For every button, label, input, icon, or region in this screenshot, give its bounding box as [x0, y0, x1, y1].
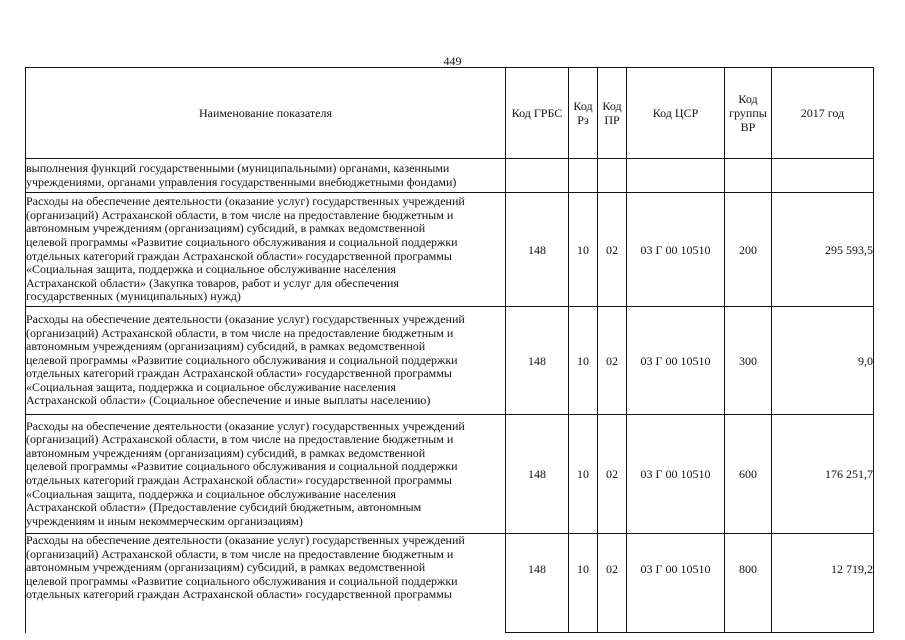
header-year: 2017 год — [772, 68, 874, 159]
header-grbs: Код ГРБС — [506, 68, 569, 159]
table-row — [26, 159, 874, 193]
header-vr: Код группы ВР — [725, 68, 772, 159]
row-pr: 02 — [598, 193, 627, 307]
page-number: 449 — [443, 54, 462, 68]
row-pr: 02 — [598, 534, 627, 633]
row-vr — [725, 159, 772, 193]
row-grbs: 148 — [506, 415, 569, 534]
row-csr — [627, 159, 725, 193]
row-rz: 10 — [569, 534, 598, 633]
row-amount: 176 251,7 — [772, 415, 874, 534]
row-rz — [569, 159, 598, 193]
row-csr: 03 Г 00 10510 — [627, 534, 725, 633]
row-rz: 10 — [569, 307, 598, 415]
row-name: выполнения функций государственными (муниципальными) органами, казенными учреждениями, органами управления государственными внебюджетными фондами) — [26, 159, 506, 193]
row-grbs: 148 — [506, 193, 569, 307]
row-amount: 12 719,2 — [772, 534, 874, 633]
row-rz: 10 — [569, 415, 598, 534]
row-vr: 800 — [725, 534, 772, 633]
row-grbs: 148 — [506, 307, 569, 415]
row-csr: 03 Г 00 10510 — [627, 415, 725, 534]
row-vr: 600 — [725, 415, 772, 534]
row-pr: 02 — [598, 307, 627, 415]
budget-table — [25, 67, 874, 633]
header-name: Наименование показателя — [26, 68, 506, 159]
table-row — [26, 534, 874, 633]
table-header-row — [26, 68, 874, 159]
header-csr: Код ЦСР — [627, 68, 725, 159]
row-grbs — [506, 159, 569, 193]
row-pr: 02 — [598, 415, 627, 534]
header-rz: Код Рз — [569, 68, 598, 159]
row-name: Расходы на обеспечение деятельности (оказание услуг) государственных учреждений (организаций) Астраханской области, в том числе на предоставление бюджетным и автономным учреждениям (организациям) субсидий, в рамках ведомственной целевой программы «Развитие социального обслуживания и социальной поддержки отдельных категорий граждан Астраханской области» государственной программы «Социальная защита, поддержка и социальное обслуживание населения Астраханской области» (Предоставление субсидий бюджетным, автономным учреждениям и иным некоммерческим организациям) — [26, 415, 506, 534]
row-vr: 200 — [725, 193, 772, 307]
row-amount — [772, 159, 874, 193]
row-csr: 03 Г 00 10510 — [627, 193, 725, 307]
row-amount: 9,0 — [772, 307, 874, 415]
row-grbs: 148 — [506, 534, 569, 633]
row-name: Расходы на обеспечение деятельности (оказание услуг) государственных учреждений (организаций) Астраханской области, в том числе на предоставление бюджетным и автономным учреждениям (организациям) субсидий, в рамках ведомственной целевой программы «Развитие социального обслуживания и социальной поддержки отдельных категорий граждан Астраханской области» государственной программы «Социальная защита, поддержка и социальное обслуживание населения Астраханской области» (Закупка товаров, работ и услуг для обеспечения государственных (муниципальных) нужд) — [26, 193, 506, 307]
row-pr — [598, 159, 627, 193]
row-name: Расходы на обеспечение деятельности (оказание услуг) государственных учреждений (организаций) Астраханской области, в том числе на предоставление бюджетным и автономным учреждениям (организациям) субсидий, в рамках ведомственной целевой программы «Развитие социального обслуживания и социальной поддержки отдельных категорий граждан Астраханской области» государственной программы «Социальная защита, поддержка и социальное обслуживание населения Астраханской области» (Социальное обеспечение и иные выплаты населению) — [26, 307, 506, 415]
header-pr: Код ПР — [598, 68, 627, 159]
row-csr: 03 Г 00 10510 — [627, 307, 725, 415]
row-vr: 300 — [725, 307, 772, 415]
row-name: Расходы на обеспечение деятельности (оказание услуг) государственных учреждений (организаций) Астраханской области, в том числе на предоставление бюджетным и автономным учреждениям (организациям) субсидий, в рамках ведомственной целевой программы «Развитие социального обслуживания и социальной поддержки отдельных категорий граждан Астраханской области» государственной программы — [26, 534, 506, 633]
table-row — [26, 307, 874, 415]
row-amount: 295 593,5 — [772, 193, 874, 307]
table-row — [26, 415, 874, 534]
table-row — [26, 193, 874, 307]
row-rz: 10 — [569, 193, 598, 307]
